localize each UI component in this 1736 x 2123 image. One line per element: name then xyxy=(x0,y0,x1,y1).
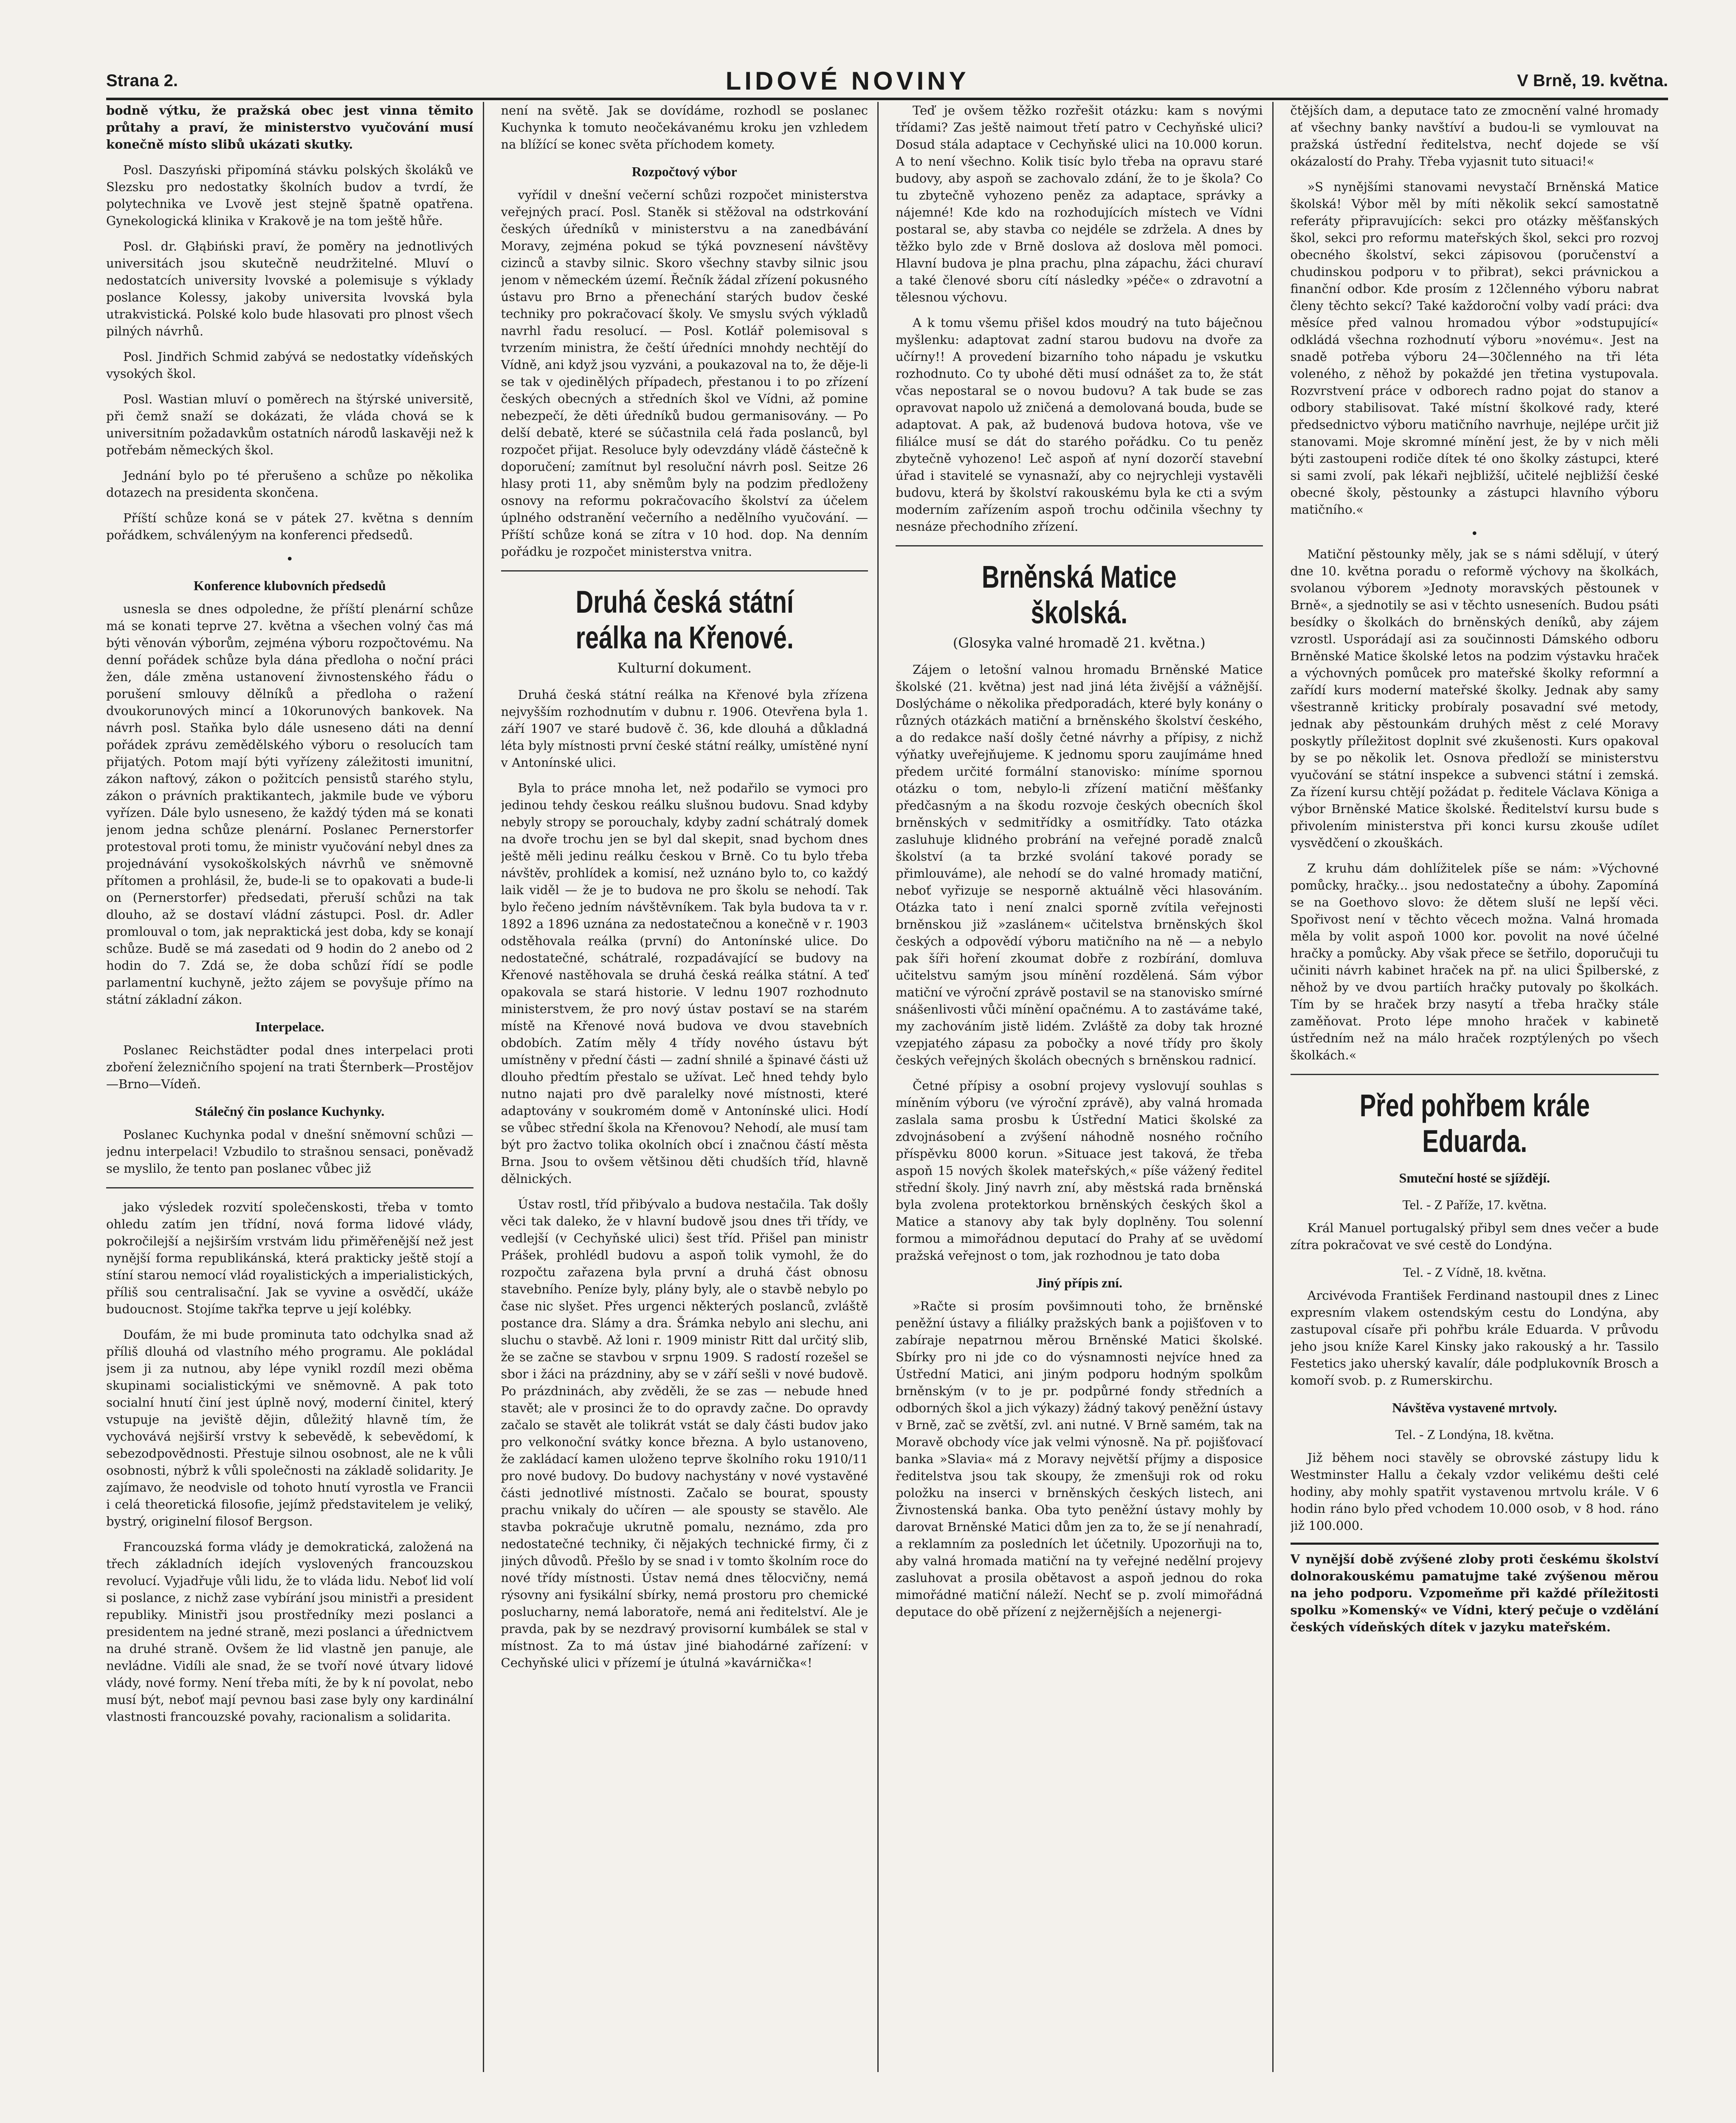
article-kicker: Kulturní dokument. xyxy=(617,660,752,676)
paragraph: Jednání bylo po té přerušeno a schůze po několika dotazech na presidenta skončena. xyxy=(106,468,473,500)
column-1 xyxy=(106,102,484,2072)
column-3 xyxy=(896,102,1274,2072)
section-heading: Jiný přípis zní. xyxy=(1036,1275,1123,1290)
section-heading: Smuteční hosté se sjíždějí. xyxy=(1399,1170,1550,1185)
paragraph: Druhá česká státní reálka na Křenové byla zřízena nejvyšším rozhodnutím v dubnu r. 1906. Otevřena byla 1. září 1907 ve staré budově č. 36, kde dlouhá a důkladná léta byly místnosti první české státní reálky, umístěné nyní v Antonínské ulici. xyxy=(501,687,868,770)
paragraph: čtějších dam, a deputace tato ze zmocnění valné hromady ať všechny banky navštíví a budou-li se vymlouvat na pražská ústřední ředitelstva, nechť dojede se vší okázalostí do Prahy. Třeba vyjasnit tuto situaci!« xyxy=(1290,103,1659,169)
paragraph: Doufám, že mi bude prominuta tato odchylka snad až příliš dlouhá od vlastního mého programu. Ale pokládal jsem ji za nutnou, aby lépe vynikl rozdíl mezi oběma skupinami socialistickými ve sněmovně. A pak toto socialní hnutí činí jest úplně nový, moderní činitel, který vstupuje na jeviště dějin, důležitý hlavně tím, že vychovává nejširší vrstvy k sebevědě, k sebevědomí, k sebezodpovědnosti. Přestuje silnou osobnost, ale ne k vůli osobnosti, nýbrž k vůli společnosti na základě solidarity. Je zajímavo, že neodvisle od tohoto hnutí vyrostla ve Francii i celá theoretická filosofie, jejímž představitelem je veliký, bystrý, originelní filosof Bergson. xyxy=(106,1327,473,1529)
section-heading: Stálečný čin poslance Kuchynky. xyxy=(195,1104,385,1119)
paragraph: Příští schůze koná se v pátek 27. května s denním pořádkem, schválenýym na konferenci předsedů. xyxy=(106,511,473,542)
article-title: Druhá česká státní reálka na Křenové. xyxy=(575,584,794,655)
divider xyxy=(896,545,1263,546)
paragraph: Francouzská forma vlády je demokratická, založená na třech základních idejích vyslovených francouzskou revolucí. Vyjadřuje vůli lidu, že to vláda lidu. Neboť lid volí si poslance, z nichž zase vybírání jsou ministři a president republiky. Ministři jsou prostředníky mezi poslanci a presidentem na jedné straně, mezi poslanci a úřednictvem na druhé straně. Ovšem že lid vlastně jen panuje, ale nevládne. Vidíli ale snad, že se tvoří nové útvary lidové vlády, nové formy. Není třeba míti, že by k ní povolat, nebo musí být, neboť mají pevnou basi zase byly ony kardinální vlastnosti francouzské povahy, racionalism a solidarita. xyxy=(106,1540,473,1724)
paragraph: bodně výtku, že pražská obec jest vinna těmito průtahy a praví, že ministerstvo vyučování musí konečně místo slibů ukázati skutky. xyxy=(106,103,473,152)
paragraph: usnesla se dnes odpoledne, že příští plenární schůze má se konati teprve 27. května a všechen volný čas má býti věnován výborům, zejména výboru rozpočtovému. Na denní pořádek schůze byla dána předloha o noční práci žen, dále změna ustanovení živnostenského řádu o porušení smlouvy dělníků a předloha o ražení dvoukorunových mincí a 10korunových bankovek. Na návrh posl. Staňka bylo dále usneseno dáti na denní pořádek zprávu zemědělského výboru o resolucích tam přijatých. Potom mají býti vyřízeny záležitosti imunitní, zákon naftový, zákon o požitcích pensistů starého stylu, zákon o právních praktikantech, jakmile bude ve výboru vyřízen. Dále bylo usneseno, že každý týden má se konati jenom jedna schůze plenární. Poslanec Pernerstorfer protestoval proti tomu, že ministr vyučování nebyl dnes za projednávání vysokoškolských návrhů ve sněmovně přítomen a prohlásil, že, bude-li se to opakovati a bude-li on (Pernerstorfer) předsedati, přeruší schůzi na tak dlouho, až se dostaví vládní zástupci. Posl. dr. Adler promlouval o tom, jak nepraktická jest doba, kdy se konají schůze. Budě se má zasedati od 9 hodin do 2 anebo od 2 hodin do 7. Zdá se, že doba schůzí řídí se podle parlamentní kuchyně, ježto zájem se povyšuje přímo na státní základní zákon. xyxy=(106,602,473,1007)
paragraph: Matiční pěstounky měly, jak se s námi sdělují, v úterý dne 10. května poradu o reformě výchovy na školkách, svolanou výborem »Jednoty moravských pěstounek v Brně«, a sjednotily se asi v těchto usneseních. Budou psáti besídky o školkách do brněnských deníků, aby zájem vzrostl. Usporádají asi za součinnosti Dámského odboru Brněnské Matice školské letos na podzim výstavku hraček a výchovných pomůcek pro mateřské školky reformní a zařídí kurs moderní mateřské školky. Jednak aby samy všestranně kriticky probíraly posavadní své metody, jednak aby pěstounkám druhých měst z celé Moravy poskytly příležitost doplnit své zkušenosti. Kurs opakoval by se po několik let. Osnova předloží se ministerstvu vyučování se státní inspekce a subvenci státní i zemská. Za řízení kursu chtějí požádat p. ředitele Václava Königa a výbor Brněnské Matice školské. Ředitelství kursu bude s přivolením ministerstva při konci kursu zkouše udílet vysvědčení o zkouškách. xyxy=(1290,547,1659,850)
telegram-dateline: Tel. - Z Londýna, 18. května. xyxy=(1395,1427,1554,1442)
divider xyxy=(106,1187,473,1188)
paragraph: vyřídil v dnešní večerní schůzi rozpočet ministerstva veřejných prací. Posl. Staněk si stěžoval na odstrkování českých úředníků v ministerstvu a na zanedbávání Moravy, zejména pokud se týká povznesení návštěvy cizinců a stavby silnic. Skoro všechny stavby silnic jsou jenom v německém území. Řečník žádal zřízení pokusného ústavu pro Brno a přenechání starých budov české techniky pro pokračovací školy. Ve smyslu svých výkladů navrhl řadu resolucí. — Posl. Kotlář polemisoval s tvrzením ministra, že čeští úředníci mnohdy nechtějí do Vídně, ani když jsou vyzváni, a poukazoval na to, že děje-li se tak v ojedinělých případech, přestanou i to po zřízení českých obecných a středních škol ve Vídni, až pomine nebezpečí, že děti úředníků budou germanisovány. — Po delší debatě, které se súčastnila celá řada poslanců, byl rozpočet přijat. Resoluce byly odevzdány vládě částečně k doporučení; zamítnut byl resoluční návrh posl. Seitze 26 hlasy proti 11, aby sněmům byly na podzim předloženy osnovy na reformu pokračovacího školství za účelem úplného odstranění večerního a nedělního vyučování. — Příští schůze koná se zítra v 10 hod. dop. Na denním pořádku je rozpočet ministerstva vnitra. xyxy=(501,188,868,559)
section-heading: Rozpočtový výbor xyxy=(631,164,737,179)
paragraph: »S nynějšími stanovami nevystačí Brněnská Matice školská! Výbor měl by míti několik sekcí samostatně referáty připravujících: sekci pro otázky měšťanských škol, sekci pro reformu mateřských škol, sekci pro rozvoj obecného školství, sekci zápisovou (poručenství a chudinskou podporu v to přibrat), sekci právnickou a finanční odbor. Kde prosím z 12členného výboru nabrat členy těchto sekcí? Také každoroční volby vadí práci: dva měsíce před valnou hromadou výbor »odstupující« odkládá všechna rozhodnutí výboru »novému«. Jest na snadě potřeba výboru 24—30členného na tři léta voleného, z něhož by pokaždé jen třetina vystupovala. Rozvrstvení práce v odborech radno pojat do stanov a odbory stabilisovat. Také místní školkové rady, které předsednictvo výboru matičního navrhuje, nejlépe určit již stanovami. Moje skromné mínění jest, že by v nich měli býti zastoupeni rodiče dítek té ono školky zástupci, které si sami zvolí, pak lékaři nejbližší, učitelé nejbližší české obecné školy, pěstounky a zástupci hlavního výboru matičního.« xyxy=(1290,180,1659,517)
paragraph: A k tomu všemu přišel kdos moudrý na tuto báječnou myšlenku: adaptovat zadní starou budovu na dvoře za učírny!! A provedení bizarního toho nápadu je vskutku rozhodnuto. Co ty ubohé děti musí odnášet za to, že stát včas nepostaral se o novou budovu? A tak bude se zas opravovat napolo už zničená a demolovaná bouda, bude se adaptovat. A pak, až budenová budova hotova, vše ve filiálce musí se dát do starého pořádku. Co tu peněz zbytečně vyhozeno! Leč aspoň ať nyní dozorčí stavební úřad i stavitelé se vynasnaží, aby co nejrychleji vystavěli budovu, která by školství rakouskému byla ke cti a svým moderním zařízením aspoň trochu odčinila všechny ty nesnáze přechodního zřízení. xyxy=(896,315,1263,534)
paragraph: není na světě. Jak se dovídáme, rozhodl se poslanec Kuchynka k tomuto neočekávanému kroku jen vzhledem na blížící se konec světa příchodem komety. xyxy=(501,103,868,152)
paragraph: Posl. Daszyński připomíná stávku polských školáků ve Slezsku pro nedostatky školních budov a tvrdí, že polytechnika ve Lvově jest stejně špatně opatřena. Gynekologická klinika v Krakově je na tom ještě hůře. xyxy=(106,163,473,228)
article-title: Před pohřbem krále Eduarda. xyxy=(1359,1088,1590,1159)
paragraph: Byla to práce mnoha let, než podařilo se vymoci pro jedinou tehdy českou reálku slušnou budovu. Snad kdyby nebyly stropy se porouchaly, kdyby zadní schátralý domek na dvoře trochu jen se byl dal skepit, snad bychom dnes ještě měli jedinu reálku českou v Brně. Co tu bylo třeba návštěv, prohlídek a komisí, než uznáno bylo to, co každý laik viděl — že je to budova ne pro školu se nehodí. Tak bylo řečeno jedním návštěvníkem. Tak byla budova ta v r. 1892 a 1896 uznána za nedostatečnou a konečně v r. 1903 odstěhovala reálka (první) do Antonínské ulice. Do nedostatečné, schátralé, rozpadávající se budovy na Křenové nastěhovala se druhá česká reálka státní. A teď opakovala se stará historie. V lednu 1907 rozhodnuto ministerstvem, že pro nový ústav postaví se na starém místě na Křenové nová budova ve dvou stavebních obdobích. Zatím měly 4 třídy nového ústavu být umístněny v přední části — zadní shnilé a špinavé části už dlouho předtím přestalo se užívat. Leč hned tehdy bylo nutno najati pro dvě paralelky nové místnosti, které adaptovány v soukromém domě v Antonínské ulici. Hodí se vůbec střední škola na Křenovou? Nehodí, ale musí tam být pro žactvo tolika okolních obcí i značnou částí města Brna. Jsou to ovšem většinou děti chudších tříd, hlavně dělnických. xyxy=(501,781,868,1186)
article-columns xyxy=(106,102,1668,2072)
article-kicker: (Glosyka valné hromadě 21. května.) xyxy=(953,635,1206,651)
paper-title: LIDOVÉ NOVINY xyxy=(725,66,969,95)
article-title: Brněnská Matice školská. xyxy=(981,559,1177,630)
paragraph: Již během noci stavěly se obrovské zástupy lidu k Westminster Hallu a čekaly vzdor velikému dešti celé hodiny, aby mohly spatřit vystavenou mrtvolu krále. V 6 hodin ráno bylo před vchodem 10.000 osob, v 8 hod. ráno již 100.000. xyxy=(1290,1450,1659,1533)
paragraph: Teď je ovšem těžko rozřešit otázku: kam s novými třídami? Zas ještě naimout třetí patro v Cechyňské ulici? Dosud stála adaptace v Cechyňské ulici na 10.000 korun. A to není všechno. Kolik tisíc bylo třeba na opravu staré budovy, aby aspoň se zachovalo zdání, že to je škola? Co tu zbytečně vyhozeno peněz za adaptace, správky a nájemné! Kde kdo na rozhodujících místech ve Vídni postaral se, aby stavba co nejdéle se zdržela. A dnes by těžko bylo zde v Brně doslova až doslova měl pomoci. Hlavní budova je plna prachu, plna zápachu, žáci churaví a také členové sboru cítí následky »péče« o zdravotní a tělesnou výchovu. xyxy=(896,103,1263,304)
section-divider: • xyxy=(286,552,294,567)
paragraph: Ústav rostl, tříd přibývalo a budova nestačila. Tak došly věci tak daleko, že v hlavní budově jsou dnes tři třídy, ve vedlejší (v Cechyňské ulici) šest tříd. Přišel pan ministr Prášek, prohlédl budovu a aspoň tolik vymohl, že do rozpočtu zařazena byla první a druhá část obnosu stavebního. Peníze byly, plány byly, ale o stavbě nebylo po čase nic slyšet. Přes urgenci některých poslanců, zvláště postance dra. Slámy a dra. Šrámka nebylo ani slechu, ani sluchu o stavbě. Až loni r. 1909 ministr Ritt dal určitý slib, že se začne se stavbou v srpnu 1909. S radostí rozešel se sbor i žáci na prázdniny, aby se v září sešli v nové budově. Po prázdninách, aby zvěděli, že se zas — nebude hned stavět; ale v prosinci že to do opravdy začne. Do opravdy začalo se stavět ale tolikrát vstát se daly části budov jako pro velkonoční svátky konce března. A bylo ustanoveno, že zakládací kamen uloženo teprve školního roku 1910/11 pro nové budovy. Do budovy nachystány v nové vystavěné části jednotlivé místnosti. Začalo se bourat, spousty prachu vnikaly do učíren — ale spousty se stavělo. Ale stavba pokračuje ukrutně pomalu, neznámo, zda pro nedostatečné techniky, či nějakých technické firmy, či z jiných důvodů. Přešlo by se snad i v tomto školním roce do nové třídy místnosti. Ústav nemá dnes tělocvičny, nemá rýsovny ani fysikální sbírky, nemá prostoru pro chemické poslucharny, nemá laboratoře, nemá ani ředitelství. Ale je pravda, pak by se nezdravý provisorní kumbálek se stal v místnost. Za to má ústav jiné biahodárné zařízení: v Cechyňské ulici v přízemí je útulná »kavárnička«! xyxy=(501,1197,868,1670)
telegram-dateline: Tel. - Z Paříže, 17. května. xyxy=(1402,1197,1547,1212)
paragraph: Poslanec Kuchynka podal v dnešní sněmovní schůzi — jednu interpelaci! Vzbudilo to strašnou sensaci, poněvadž se myslilo, že tento pan poslanec vůbec již xyxy=(106,1127,473,1176)
paragraph: Poslanec Reichstädter podal dnes interpelaci proti zboření železničního spojení na trati Šternberk—Prostějov—Brno—Vídeň. xyxy=(106,1043,473,1091)
paragraph: Král Manuel portugalský přibyl sem dnes večer a bude zítra pokračovat ve své cestě do Londýna. xyxy=(1290,1221,1659,1252)
masthead xyxy=(106,64,1668,100)
paragraph: V nynější době zvýšené zloby proti českému školství dolnorakouskému pamatujme také zvýšenou měrou na jeho podporu. Vzpomeňme při každé příležitosti spolku »Komenský« ve Vídni, který pečuje o vzdělání českých vídeňských dítek v jazyku mateřském. xyxy=(1290,1552,1659,1634)
divider xyxy=(1291,1074,1659,1075)
paragraph: Arcivévoda František Ferdinand nastoupil dnes z Linec expresním vlakem ostendským cestu do Londýna, aby zastupoval císaře při pohřbu krále Eduarda. V průvodu jeho jsou kníže Karel Kinsky jako rakouský a hr. Tassilo Festetics jako uherský kavalír, dále podplukovník Brosch a komoří svob. p. z Rumerskirchu. xyxy=(1290,1288,1659,1388)
paragraph: Četné přípisy a osobní projevy vyslovují souhlas s míněním výboru (ve výroční zprávě), aby valná hromada zaslala sama prosbu k Ústřední Matici školské za zdvojnásobení a zvýšení náhodně nosného ročního příspěvku 8000 korun. »Situace jest taková, že třeba aspoň 15 nových školek mateřských,« píše vážený ředitel střední školy. Jiný navrh zní, aby městská rada brněnská byla zvolena protektorkou brněnských českých škol a Matice a stanovy aby tak byly doplněny. Tou solenní formou a mimořádnou deputací do Prahy ať se uvědomí pražská veřejnost o tom, jak rozhodnou je tato doba xyxy=(896,1078,1263,1263)
paragraph: Z kruhu dám dohlížitelek píše se nám: »Výchovné pomůcky, hračky... jsou nedostatečny a úbohy. Zapomíná se na Goethovo slovo: že dětem sluší ne lepší věci. Spořivost není v těchto věcech možna. Valná hromada měla by volit aspoň 1000 kor. povolit na nové účelné hračky a pomůcky. Aby však přece se šetřilo, doporučuji tu učiniti návrh kabinet hraček na př. na ulici Špilberské, z něhož by ve dvou partiích hračky putovaly po školkách. Tím by se hraček brzy nasytí a třeba hračky stále zaměňovat. Proto lépe mnoho hraček v kabinetě ústředním než na málo hraček rozptýlených po všech školkách.« xyxy=(1290,861,1659,1062)
paragraph: Posl. Jindřich Schmid zabývá se nedostatky vídeňských vysokých škol. xyxy=(106,349,473,381)
appeal-box xyxy=(1291,1543,1659,1636)
telegram-dateline: Tel. - Z Vídně, 18. května. xyxy=(1403,1264,1547,1280)
paragraph: »Račte si prosím povšimnouti toho, že brněnské peněžní ústavy a filiálky pražských bank a pojišťoven v to zabíraje nepatrnou měrou Brněnské Matici školské. Sbírky pro ni jde co do výsnamnosti nejvíce hned za Ústřední Matici, ani jiným podporu hodným spolkům brněnským (v to je pr. podpůrné fondy středních a odborných škol a jich výkazy) žádný takový peněžní ústavy v Brně, zač se zvětší, zvl. ani nutné. V Brně samém, tak na Moravě obchody více jak velmi výnosně. Na př. pojišťovací banka »Slavia« má z Moravy největší příjmy a disposice ředitelstva jsou tak skoupy, že zmenšuji rok od roku položku na inserci v brněnských českých listech, ani Živnostenská banka. Oba tyto peněžní ústavy mohly by darovat Brněnské Matici dům jen za to, že se jí nenahradí, a reklamním za posledních let účetnily. Upozorňuji na to, aby valná hromada matiční na ty veřejné nedělní projevy zasluhovat a prosila obětavost a aspoň jednou do roka mimořádné matiční náleží. Nechť se p. zvolí mimořádná deputace do obě přízení z nejžernějších a nejenergi- xyxy=(896,1299,1263,1619)
paragraph: Zájem o letošní valnou hromadu Brněnské Matice školské (21. května) jest nad jiná léta živější a vážnější. Doslýcháme o několika předporadách, které byly konány o různých otázkách matiční a brněnského školství českého, a do redakce naší došly četné návrhy a přípisy, z nichž výňatky uveřejňujeme. K jednomu sporu zaujímáme hned předem určité formální stanovisko: míníme spornou otázku o tom, nebylo-li zřízení matiční měšťanky předčasným a na škodu rozvoje českých obecních škol brněnských v sedmitřídky a osmitřídky. Tato otázka zasluhuje klidného probrání na veřejné poradě znalců školství (a ta brzké svolání takové porady se přimlouváme), ale nehodí se do valné hromady matiční, neboť vyřizuje se nesporně aktuálně věci hlasováním. Otázka tato i není znalci sporně zvítila veřejnosti brněnskou již »zaslánem« učitelstva brněnských škol českých a odpovědí výboru matičního na ně — a nebylo pak šíři hoření zkoumat dobře z rozbírání, domluva učitelstvu samým jsou mínění rozdělená. Sám výbor matiční ve výroční zprávě postavil se na stanovisko smírné snášenlivosti vůči mínění opačnému. A to zastáváme také, my zachováním jistě lidém. Zvláště za doby tak hrozné vzepjatého zápasu za pobočky a nové třídy pro školy českých veřejných školách obecných s brněnskou radnicí. xyxy=(896,662,1263,1067)
section-heading: Konference klubovních předsedů xyxy=(193,578,386,593)
divider xyxy=(501,570,868,572)
date-line: V Brně, 19. května. xyxy=(1517,71,1668,90)
paragraph: Posl. dr. Głąbiński praví, že poměry na jednotlivých universitách jsou skutečně neudržitelné. Mluví o nedostatcích university lvovské a polemisuje s výklady poslance Kolessy, jakoby universita lvovská byla utrakvistická. Polské kolo bude hlasovati pro plnost všech pilných návrhů. xyxy=(106,239,473,338)
page-label: Strana 2. xyxy=(106,71,178,90)
section-heading: Interpelace. xyxy=(255,1019,324,1034)
paragraph: Posl. Wastian mluví o poměrech na štýrské universitě, při čemž snaží se dokázati, že vláda chová se k universitním požadavkům ostatních národů laskavěji než k potřebám německých škol. xyxy=(106,392,473,457)
section-heading: Návštěva vystavené mrtvoly. xyxy=(1392,1400,1557,1415)
section-divider: • xyxy=(1471,527,1479,541)
column-2 xyxy=(501,102,879,2072)
paragraph: jako výsledek rozvití společenskosti, třeba v tomto ohledu zatím jen třídní, nová forma lidové vlády, pokročilejší a nejširším vrstvám lidu přiměřenější než jest nynější forma republikánská, která prakticky ještě stojí a stíní starou nemocí vlád royalistických a imperialistických, příliš sou centralisační. Jak se vyvine a osvědčí, ukáže budoucnost. Stojíme takřka teprve u její kolébky. xyxy=(106,1200,473,1316)
column-4 xyxy=(1291,102,1668,2072)
